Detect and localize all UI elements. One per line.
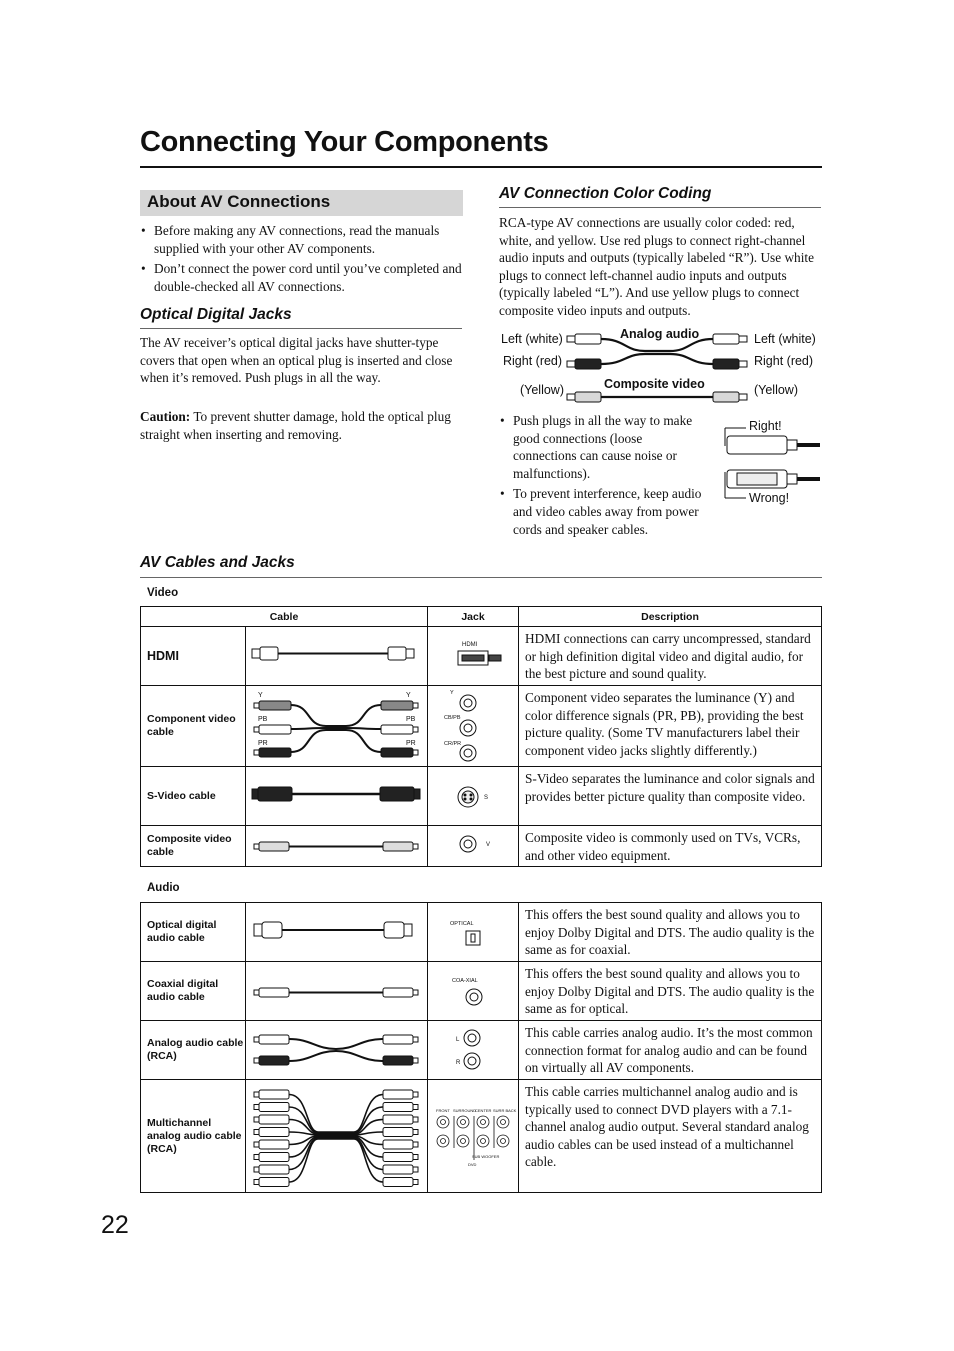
row-description: Composite video is commonly used on TVs, VCRs, and other video equipment.	[519, 826, 822, 867]
hdmi-jack	[428, 627, 519, 686]
analog-audio-label: Analog audio	[620, 327, 700, 341]
table-row	[141, 962, 822, 1021]
about-heading-box	[140, 190, 463, 216]
table-row	[141, 1021, 822, 1080]
caution-text: To prevent shutter damage, hold the optical plug straight when inserting and removing.	[140, 409, 451, 442]
row-name: HDMI	[141, 627, 246, 686]
optical-heading: Optical Digital Jacks	[140, 306, 292, 323]
color-coding-cables-illustration	[565, 330, 750, 410]
yellow-label-left: (Yellow)	[520, 383, 565, 397]
optical-text: The AV receiver’s optical digital jacks have shutter-type covers that open when an optical plug is inserted and close when it’s removed. Push plugs in all the way.	[140, 335, 453, 386]
multi-jack-label-surround: SURROUND	[453, 1108, 477, 1113]
multi-jack-label-subwoofer: SUB WOOFER	[472, 1154, 500, 1159]
multi-jack-label-surr-back: SURR BACK	[493, 1108, 517, 1113]
color-coding-text: RCA-type AV connections are usually color coded: red, white, and yellow. Use red plugs to connect right-channel audio inputs and outputs (typically labeled “R”). Use white plugs to connect left-channel audio inputs and outputs (typically labeled “L”). And use yellow plugs to connect composite video inputs and outputs.	[499, 215, 814, 318]
row-description: This cable carries multichannel analog audio and is typically used to connect DVD players with a 7.1-channel analog audio output. Several standard analog audio cables can be used instead of a multichannel cable.	[519, 1080, 822, 1193]
table-row	[141, 1080, 822, 1193]
row-name: Composite video cable	[141, 826, 246, 867]
component-cable-illustration	[246, 686, 428, 767]
left-white-label-right: Left (white)	[754, 332, 816, 346]
row-name: Component video cable	[141, 686, 246, 767]
row-description: Component video separates the luminance (Y) and color difference signals (PR, PB), providing the best picture quality. (Some TV manufacturers label their component video jacks slightly differently.)	[519, 686, 822, 767]
hdmi-jack-label: HDMI	[462, 642, 478, 648]
analog-cable-illustration	[246, 1021, 428, 1080]
row-description: This offers the best sound quality and allows you to enjoy Dolby Digital and DTS. The audio quality is the same as for optical.	[519, 962, 822, 1021]
about-heading: About AV Connections	[147, 192, 331, 211]
coaxial-jack-label: COA-XIAL	[452, 978, 478, 984]
wrong-insertion-label: Wrong!	[749, 491, 790, 505]
optical-jack-label: OPTICAL	[450, 921, 474, 927]
color-coding-bullets	[499, 412, 709, 541]
table-header-row	[141, 607, 822, 627]
optical-caution	[140, 408, 465, 443]
svideo-jack-label: S	[484, 795, 489, 801]
table-row	[141, 627, 822, 686]
right-red-label-right: Right (red)	[754, 354, 814, 368]
coaxial-cable-illustration	[246, 962, 428, 1021]
table-row	[141, 903, 822, 962]
header-jack: Jack	[428, 607, 519, 627]
optical-cable-illustration	[246, 903, 428, 962]
multi-jack-label-front: FRONT	[436, 1108, 450, 1113]
row-name: Multichannel analog audio cable (RCA)	[141, 1080, 246, 1193]
page-title: Connecting Your Components	[140, 126, 549, 158]
title-rule	[140, 166, 822, 168]
row-description: This offers the best sound quality and allows you to enjoy Dolby Digital and DTS. The audio quality is the same as for coaxial.	[519, 903, 822, 962]
multi-jack-label-dvd: DVD	[468, 1162, 477, 1167]
page-number: 22	[101, 1211, 129, 1239]
video-table	[140, 606, 822, 867]
row-name: S-Video cable	[141, 767, 246, 826]
left-white-label: Left (white)	[501, 332, 563, 346]
about-bullet: • Before making any AV connections, read the manuals supplied with your other AV components.	[140, 222, 465, 257]
multichannel-cable-illustration	[246, 1080, 428, 1193]
row-name: Coaxial digital audio cable	[141, 962, 246, 1021]
component-jack-label-pb: CB/PB	[444, 715, 461, 721]
plug-insertion-illustration	[722, 424, 822, 504]
multi-jack-label-center: CENTER	[475, 1108, 492, 1113]
svideo-cable-illustration	[246, 767, 428, 826]
component-cable-label-pr: PR	[258, 740, 268, 747]
row-description: This cable carries analog audio. It’s the most common connection format for analog audio and can be found on virtually all AV components.	[519, 1021, 822, 1080]
composite-jack	[428, 826, 519, 867]
table-row	[141, 826, 822, 867]
component-cable-label-pb-right: PB	[406, 716, 416, 723]
color-coding-bullet: • To prevent interference, keep audio and video cables away from power cords and speaker cables.	[499, 485, 709, 538]
color-coding-bullet: • Push plugs in all the way to make good connections (loose connections can cause noise or malfunctions).	[499, 412, 709, 482]
composite-jack-label: V	[486, 842, 491, 848]
header-cable: Cable	[141, 607, 428, 627]
component-cable-label-pb: PB	[258, 716, 268, 723]
analog-jack-label-r: R	[456, 1060, 461, 1066]
header-description: Description	[519, 607, 822, 627]
row-description: S-Video separates the luminance and color signals and provides better picture quality than composite video.	[519, 767, 822, 826]
svideo-jack	[428, 767, 519, 826]
about-bullets	[140, 222, 465, 298]
video-caption: Video	[147, 587, 179, 599]
cables-heading: AV Cables and Jacks	[140, 554, 295, 571]
component-jack-label-y: Y	[450, 690, 454, 696]
about-bullet: • Don’t connect the power cord until you’ve completed and double-checked all AV connections.	[140, 260, 465, 295]
caution-label: Caution:	[140, 409, 191, 424]
audio-table	[140, 902, 822, 1193]
row-name: Analog audio cable (RCA)	[141, 1021, 246, 1080]
yellow-label-right: (Yellow)	[754, 383, 799, 397]
hdmi-cable-illustration	[246, 627, 428, 686]
analog-jacks	[428, 1021, 519, 1080]
color-coding-heading: AV Connection Color Coding	[499, 185, 712, 202]
component-cable-label-y-right: Y	[406, 692, 411, 699]
audio-caption: Audio	[147, 882, 180, 894]
optical-rule	[140, 328, 462, 329]
cables-rule	[140, 577, 822, 578]
component-cable-label-pr-right: PR	[406, 740, 416, 747]
composite-cable-illustration	[246, 826, 428, 867]
row-name: Optical digital audio cable	[141, 903, 246, 962]
table-row	[141, 686, 822, 767]
optical-jack	[428, 903, 519, 962]
component-cable-label-y: Y	[258, 692, 263, 699]
right-red-label: Right (red)	[503, 354, 563, 368]
analog-jack-label-l: L	[456, 1037, 460, 1043]
row-description: HDMI connections can carry uncompressed, standard or high definition digital video and digital audio, for the best picture and sound quality.	[519, 627, 822, 686]
right-insertion-label: Right!	[749, 419, 782, 433]
table-row	[141, 767, 822, 826]
coaxial-jack	[428, 962, 519, 1021]
color-coding-rule	[499, 207, 821, 208]
component-jack-label-pr: CR/PR	[444, 741, 462, 747]
composite-video-label: Composite video	[604, 377, 705, 391]
multichannel-jacks	[428, 1080, 519, 1193]
component-jacks	[428, 686, 519, 767]
